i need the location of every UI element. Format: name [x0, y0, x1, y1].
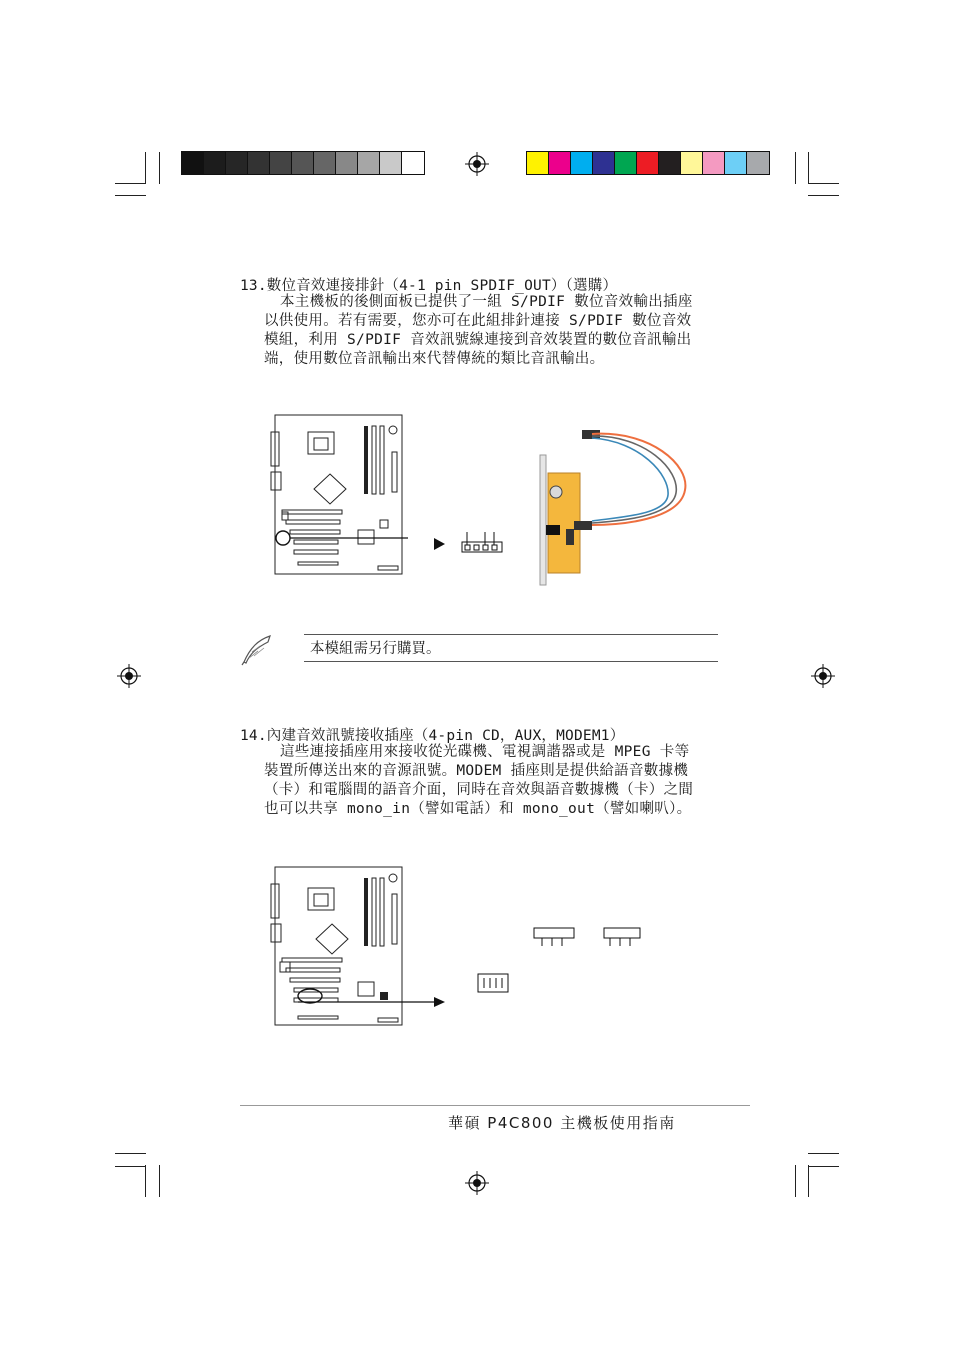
- color-swatch: [204, 152, 226, 174]
- body-line: 模組，利用 S/PDIF 音效訊號線連接到音效裝置的數位音訊輸出: [264, 332, 692, 348]
- color-swatch: [402, 152, 424, 174]
- motherboard-diagram-audio-connectors: [268, 864, 448, 1028]
- body-line: 這些連接插座用來接收從光碟機、電視調諧器或是 MPEG 卡等: [280, 744, 690, 760]
- quill-pen-icon: [240, 634, 274, 666]
- color-swatch: [248, 152, 270, 174]
- body-line: （卡）和電腦間的語音介面，同時在音效與語音數據機（卡）之間: [264, 782, 694, 798]
- spdif-module-illustration: [530, 425, 695, 590]
- color-swatch: [659, 152, 681, 174]
- color-swatch: [681, 152, 703, 174]
- color-swatch: [637, 152, 659, 174]
- note-top-rule: [304, 634, 718, 635]
- color-swatch: [314, 152, 336, 174]
- audio-connector-vertical-diagram: [474, 972, 514, 994]
- registration-mark-icon: [811, 664, 835, 688]
- section-13-heading: 13.數位音效連接排針（4-1 pin SPDIF_OUT）（選購）: [240, 278, 618, 294]
- section-14-heading: 14.內建音效訊號接收插座（4-pin CD，AUX，MODEM1）: [240, 728, 625, 744]
- color-swatch: [615, 152, 637, 174]
- footer-title: 華碩 P4C800 主機板使用指南: [448, 1114, 676, 1132]
- registration-mark-icon: [465, 152, 489, 176]
- color-swatch: [292, 152, 314, 174]
- color-swatch: [593, 152, 615, 174]
- spdif-out-header-diagram: [420, 532, 510, 554]
- note-bottom-rule: [304, 661, 718, 662]
- body-line: 也可以共享 mono_in（譬如電話）和 mono_out（譬如喇叭）。: [264, 801, 692, 817]
- registration-mark-icon: [117, 664, 141, 688]
- color-swatch: [549, 152, 571, 174]
- note-text: 本模組需另行購買。: [310, 641, 441, 657]
- body-line: 本主機板的後側面板已提供了一組 S/PDIF 數位音效輸出插座: [280, 294, 693, 310]
- color-swatch: [571, 152, 593, 174]
- color-swatch: [182, 152, 204, 174]
- gray-scale-bar: [181, 151, 425, 175]
- body-line: 端，使用數位音訊輸出來代替傳統的類比音訊輸出。: [264, 351, 605, 367]
- color-swatch: [747, 152, 769, 174]
- body-line: 裝置所傳送出來的音源訊號。MODEM 插座則是提供給語音數據機: [264, 763, 689, 779]
- color-swatch: [725, 152, 747, 174]
- color-swatch: [336, 152, 358, 174]
- color-swatch: [270, 152, 292, 174]
- color-swatch: [527, 152, 549, 174]
- audio-connectors-top-diagram: [530, 924, 650, 950]
- color-swatch: [703, 152, 725, 174]
- color-swatch: [226, 152, 248, 174]
- motherboard-diagram-spdif: [268, 412, 408, 578]
- color-scale-bar: [526, 151, 770, 175]
- body-line: 以供使用。若有需要，您亦可在此組排針連接 S/PDIF 數位音效: [264, 313, 692, 329]
- footer-rule: [240, 1105, 750, 1106]
- registration-mark-icon: [465, 1171, 489, 1195]
- color-swatch: [358, 152, 380, 174]
- color-swatch: [380, 152, 402, 174]
